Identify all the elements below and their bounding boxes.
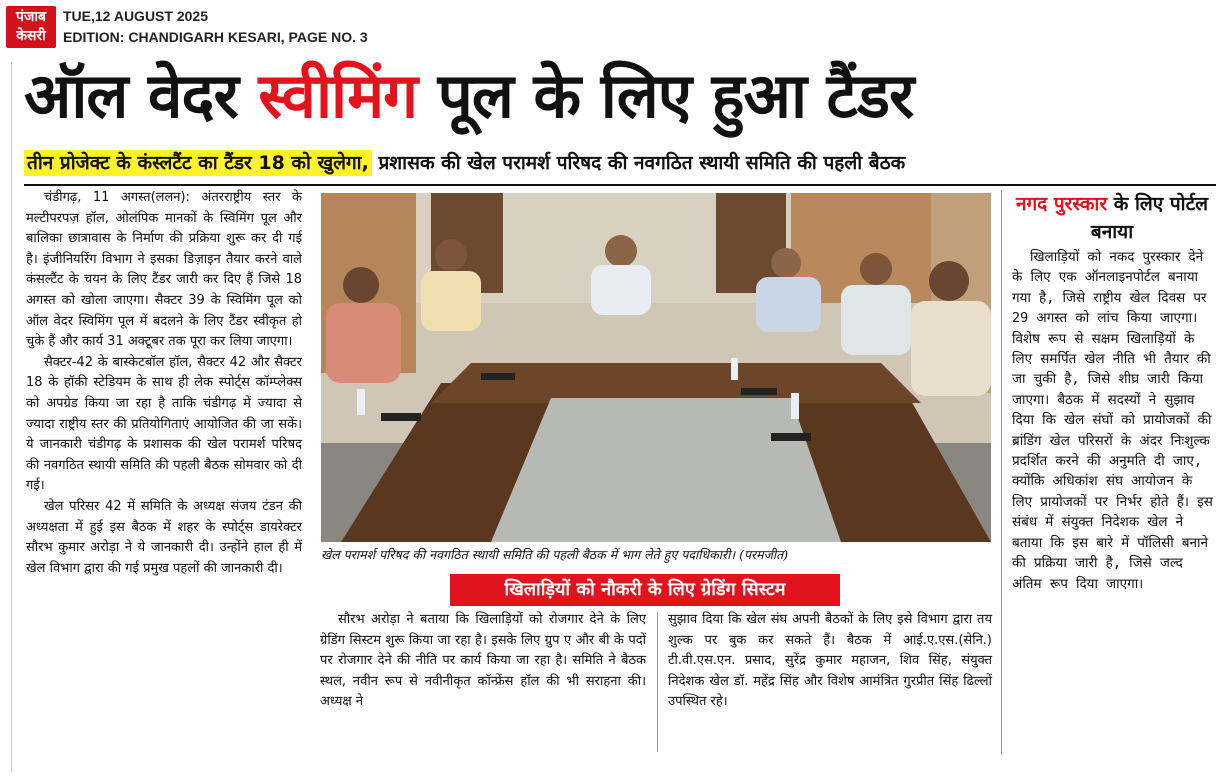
headline-highlight: स्वीमिंग <box>258 59 418 132</box>
headline-rule <box>24 184 1216 186</box>
grading-right-text: सुझाव दिया कि खेल संघ अपनी बैठकों के लिए इसे विभाग द्वारा तय शुल्क पर बुक कर सकते हैं। बैठक में आई.ए.एस.(सेनि.) टी.वी.एस.एन. प्रसाद, सुरेंद्र कुमार महाजन, शिव सिंह, संयुक्त निदेशक खेल डॉ. महेंद्र सिंह और विशेष आमंत्रित गुरप्रीत सिंह ढिल्लों उपस्थित रहे। <box>668 612 992 710</box>
logo-line-2: केसरी <box>16 28 46 44</box>
headline-part-1: ऑल वेदर <box>24 59 259 132</box>
grading-left-text: सौरभ अरोड़ा ने बताया कि खिलाड़ियों को रोजगार देने के लिए ग्रेडिंग सिस्टम शुरू किया जा रहा है। इसके लिए ग्रुप ए और बी के पदों पर रोजगार देने की नीति पर कार्य किया जा रहा है। समिति ने बैठक स्थल, नवीन रूप से नवीनीकृत कॉन्फ्रेंस हॉल की भी सराहना की। अध्यक्ष ने <box>320 612 646 710</box>
subheadline-rest: प्रशासक की खेल परामर्श परिषद की नवगठित स्थायी समिति की पहली बैठक <box>371 152 906 174</box>
headline-part-2: पूल के लिए हुआ टैंडर <box>417 59 914 132</box>
edition-info: EDITION: CHANDIGARH KESARI, PAGE NO. 3 <box>63 29 368 45</box>
subheadline-highlighted: तीन प्रोजेक्ट के कंस्लटैंट का टैंडर 18 को खुलेगा, <box>24 150 372 176</box>
publication-date: TUE,12 AUGUST 2025 <box>63 8 208 24</box>
grading-right-column <box>668 610 992 713</box>
sidebar-divider <box>1001 190 1002 755</box>
masthead <box>6 6 1217 48</box>
sidebar-headline-red: नगद पुरस्कार <box>1015 193 1108 215</box>
column-divider <box>657 612 658 752</box>
sidebar-column <box>1012 247 1217 594</box>
article-paragraph: खेल परिसर 42 में समिति के अध्यक्ष संजय टंडन की अध्यक्षता में हुई इस बैठक में शहर के स्पोर्ट्स डायरेक्टर सौरभ कुमार अरोड़ा ने ये जानकारी दी। उन्होंने हाल ही में खेल विभाग द्वारा की गई प्रमुख पहलों की जानकारी दी। <box>26 498 302 576</box>
sidebar-text: खिलाड़ियों को नकद पुरस्कार देने के लिए एक ऑनलाइनपोर्टल बनाया गया है, जिसे राष्ट्रीय खेल दिवस पर 29 अगस्त को लांच किया जाएगा। विशेष रूप से सक्षम खिलाड़ियों के लिए समर्पित खेल नीति भी तैयार की जा चुकी है, जिसे शीघ्र जारी किया जाएगा। बैठक में सदस्यों ने सुझाव दिया कि खेल संघों को प्रायोजकों की ब्रांडिंग खेल परिसरों के अंदर निःशुल्क प्रदर्शित करने की अनुमति दी जाए, क्योंकि अधिकांश संघ आयोजन के लिए प्रायोजकों पर निर्भर होते हैं। इस संबंध में संयुक्त निदेशक खेल ने बताया कि इस बारे में पॉलिसी बनाने की प्रक्रिया जारी है, जिसे जल्द अंतिम रूप दिया जाएगा। <box>1012 249 1213 592</box>
next-article-edge <box>24 764 1214 776</box>
subheadline <box>24 145 1216 181</box>
grading-left-column <box>320 610 646 713</box>
grading-subhead: खिलाड़ियों को नौकरी के लिए ग्रेडिंग सिस्टम <box>450 574 840 606</box>
article-paragraph: चंडीगढ़, 11 अगस्त(ललन): अंतरराष्ट्रीय स्तर के मल्टीपरपज़ हॉल, ओलंपिक मानकों के स्विमिंग पूल और बालिका छात्रावास के निर्माण की प्रक्रिया शुरू कर दी गई है। इंजीनियरिंग विभाग ने इसका डिज़ाइन तैयार करने वाले कंसल्टैंट के चयन के लिए टैंडर जारी कर दिए हैं जिसे 18 अगस्त को खोला जाएगा। सैक्टर 39 के स्विमिंग पूल को ऑल वेदर स्विमिंग पूल में बदलने के लिए टैंडर स्वीकृत हो चुके हैं और कार्य 31 अक्टूबर तक पूरा कर लिया जाएगा। <box>26 190 302 350</box>
meeting-photo-illustration <box>321 193 991 542</box>
newspaper-logo <box>6 6 56 48</box>
photo-caption: खेल परामर्श परिषद की नवगठित स्थायी समिति की पहली बैठक में भाग लेते हुए पदाधिकारी। (परमजीत) <box>321 547 789 562</box>
headline <box>24 58 1214 134</box>
article-main-column <box>26 188 302 579</box>
meeting-photo <box>321 193 991 542</box>
adjacent-column-edge <box>0 62 12 772</box>
sidebar-headline-rest: के लिए पोर्टल बनाया <box>1090 193 1209 243</box>
article-paragraph: सैक्टर-42 के बास्केटबॉल हॉल, सैक्टर 42 और सैक्टर 18 के हॉकी स्टेडियम के साथ ही लेक स्पोर्ट्स कॉम्प्लेक्स को अपग्रेड किया जा रहा है ताकि चंडीगढ़ में ज्यादा से ज्यादा राष्ट्रीय स्तर की प्रतियोगिताएं आयोजित की जा सकें। ये जानकारी चंडीगढ़ के प्रशासक की खेल परामर्श परिषद की नवगठित स्थायी समिति की पहली बैठक सोमवार को दी गई। <box>26 354 302 494</box>
logo-line-1: पंजाब <box>16 9 46 25</box>
sidebar-headline <box>1008 190 1216 246</box>
